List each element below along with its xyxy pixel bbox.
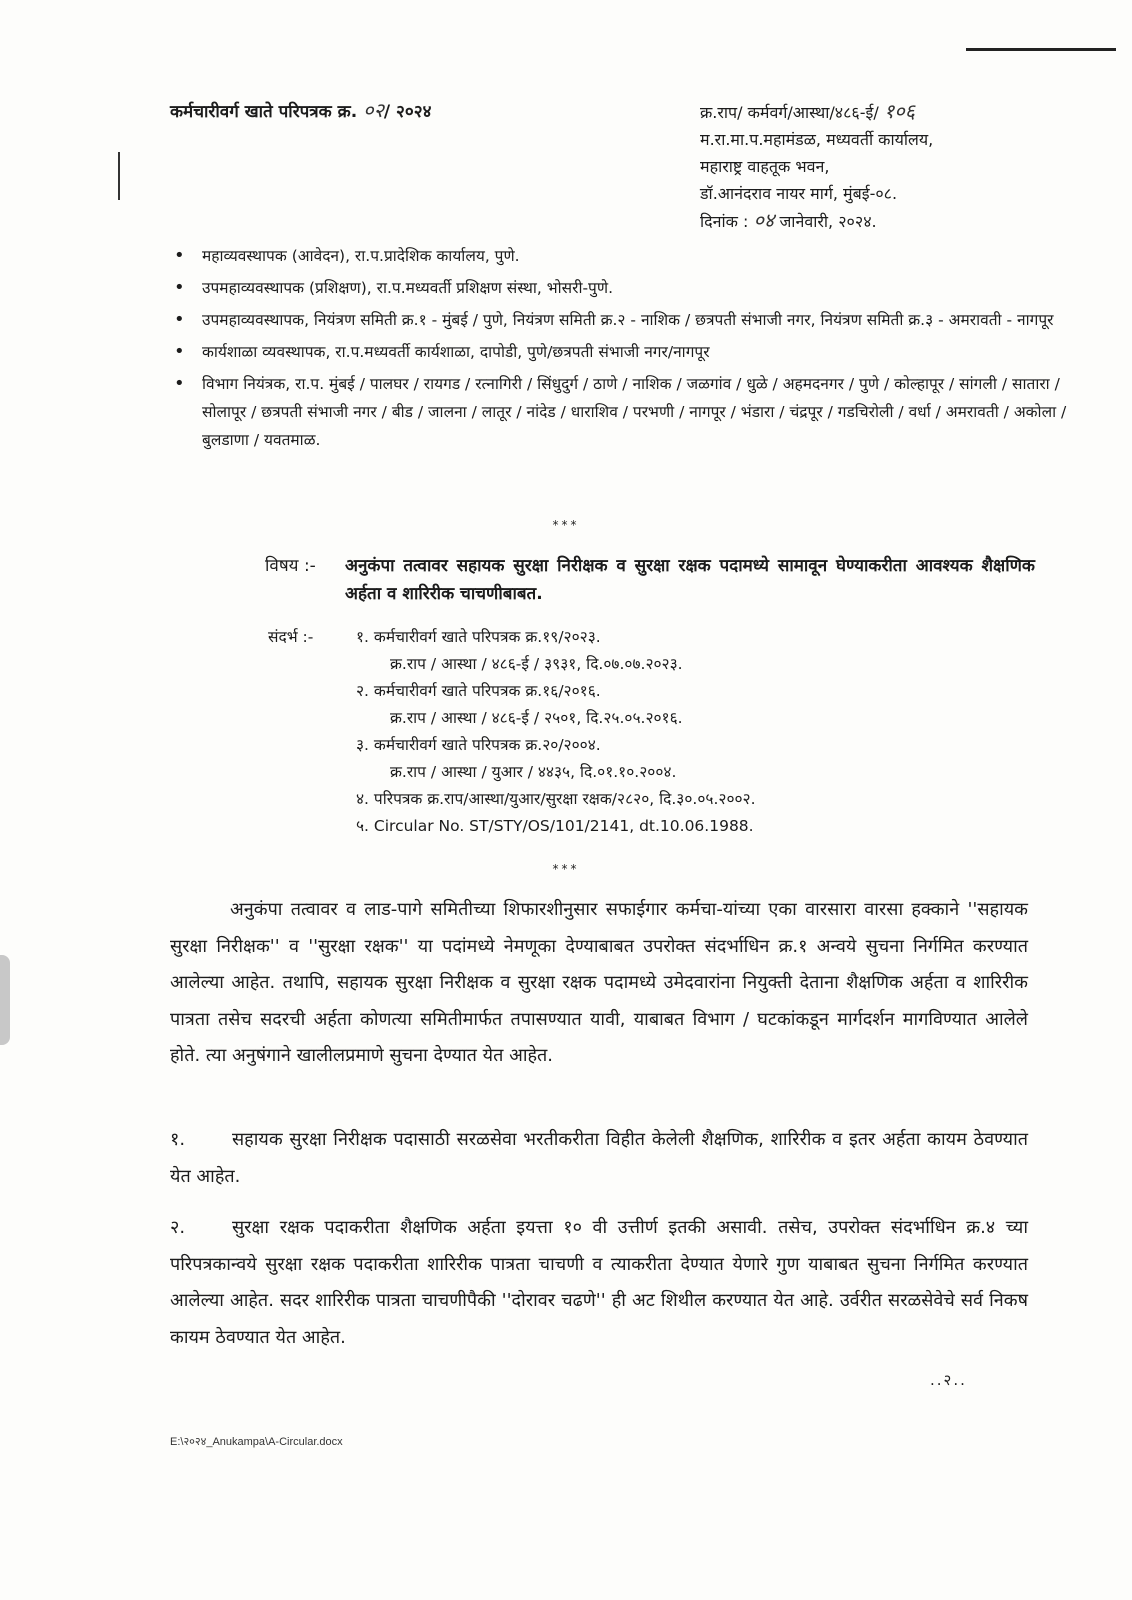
reference-item: ३. कर्मचारीवर्ग खाते परिपत्रक क्र.२०/२००४. <box>356 736 601 754</box>
recipient-item: • उपमहाव्यवस्थापक (प्रशिक्षण), रा.प.मध्यवर्ती प्रशिक्षण संस्था, भोसरी-पुणे. <box>168 274 1068 302</box>
point-1-text: सहायक सुरक्षा निरीक्षक पदासाठी सरळसेवा भरतीकरीता विहीत केलेली शैक्षणिक, शारिरीक व इतर अर्हता कायम ठेवण्यात येत आहेत. <box>170 1129 1028 1187</box>
circular-number-handwritten: ०२ <box>363 98 384 122</box>
recipient-item: • विभाग नियंत्रक, रा.प. मुंबई / पालघर / रायगड / रत्नागिरी / सिंधुदुर्ग / ठाणे / नाशिक / जळगांव / धुळे / अहमदनगर / पुणे / कोल्हापूर / सांगली / सातारा / सोलापूर / छत्रपती संभाजी नगर / बीड / जालना / लातूर / नांदेड / धाराशिव / परभणी / नागपूर / भंडारा / चंद्रपूर / गडचिरोली / वर्धा / अमरावती / अकोला / बुलडाणा / यवतमाळ. <box>168 370 1068 454</box>
date-label: दिनांक : <box>700 212 749 231</box>
circular-title <box>170 96 431 123</box>
point-2 <box>170 1210 1028 1356</box>
issue-date <box>700 207 1100 235</box>
point-1-number: १. <box>170 1129 186 1150</box>
date-day-handwritten: ०४ <box>753 208 775 232</box>
point-2-number: २. <box>170 1217 186 1238</box>
reference-item: २. कर्मचारीवर्ग खाते परिपत्रक क्र.१६/२०१६. <box>356 682 601 700</box>
reference-number-handwritten: १०६ <box>883 99 916 123</box>
recipient-item: • उपमहाव्यवस्थापक, नियंत्रण समिती क्र.१ - मुंबई / पुणे, नियंत्रण समिती क्र.२ - नाशिक / छत्रपती संभाजी नगर, नियंत्रण समिती क्र.३ - अमरावती - नागपूर <box>168 306 1068 334</box>
reference-detail: क्र.राप / आस्था / युआर / ४४३५, दि.०१.१०.२००४. <box>390 763 677 781</box>
reference-number-line <box>700 98 1100 126</box>
subject-label: विषय :- <box>265 556 316 576</box>
point-1 <box>170 1122 1028 1195</box>
reference-item: १. कर्मचारीवर्ग खाते परिपत्रक क्र.१९/२०२३. <box>356 628 601 646</box>
references-label: संदर्भ :- <box>268 628 314 646</box>
recipient-item: • कार्यशाळा व्यवस्थापक, रा.प.मध्यवर्ती कार्यशाळा, दापोडी, पुणे/छत्रपती संभाजी नगर/नागपूर <box>168 338 1068 366</box>
scan-edge-shadow <box>0 955 10 1045</box>
references-block <box>268 624 1048 840</box>
recipient-item: • महाव्यवस्थापक (आवेदन), रा.प.प्रादेशिक कार्यालय, पुणे. <box>168 242 1068 270</box>
subject-text: अनुकंपा तत्वावर सहायक सुरक्षा निरीक्षक व सुरक्षा रक्षक पदामध्ये सामावून घेण्याकरीता आवश्यक शैक्षणिक अर्हता व शारिरीक चाचणीबाबत. <box>345 556 1035 604</box>
scan-edge-line <box>966 48 1116 51</box>
continued-marker: ..२.. <box>930 1371 967 1389</box>
separator-stars: *** <box>552 518 580 532</box>
issuer-building: महाराष्ट्र वाहतूक भवन, <box>700 157 830 176</box>
intro-text: अनुकंपा तत्वावर व लाड-पागे समितीच्या शिफारशीनुसार सफाईगार कर्मचा-यांच्या एका वारसारा वारसा हक्काने ''सहायक सुरक्षा निरीक्षक'' व ''सुरक्षा रक्षक'' या पदांमध्ये नेमणूका देण्याबाबत उपरोक्त संदर्भाधिन क्र.१ अन्वये सुचना निर्गमित करण्यात आलेल्या आहेत. तथापि, सहायक सुरक्षा निरीक्षक व सुरक्षा रक्षक पदामध्ये उमेदवारांना नियुक्ती देताना शैक्षणिक अर्हता व शारिरीक पात्रता तसेच सदरची अर्हता कोणत्या समितीमार्फत तपासण्यात यावी, याबाबत विभाग / घटकांकडून मार्गदर्शन मागविण्यात आलेले होते. त्या अनुषंगाने खालीलप्रमाणे सुचना देण्यात येत आहेत. <box>170 899 1028 1066</box>
reference-detail: क्र.राप / आस्था / ४८६-ई / ३९३१, दि.०७.०७.२०२३. <box>390 655 683 673</box>
reference-item: ४. परिपत्रक क्र.राप/आस्था/युआर/सुरक्षा रक्षक/२८२०, दि.३०.०५.२००२. <box>356 790 756 808</box>
reference-detail: क्र.राप / आस्था / ४८६-ई / २५०१, दि.२५.०५.२०१६. <box>390 709 683 727</box>
margin-mark <box>118 152 120 200</box>
issuer-block <box>700 98 1100 235</box>
date-rest: जानेवारी, २०२४. <box>779 212 877 231</box>
subject-block <box>265 552 1035 608</box>
issuer-org: म.रा.मा.प.महामंडळ, मध्यवर्ती कार्यालय, <box>700 130 934 149</box>
footer-file-path: E:\२०२४_Anukampa\A-Circular.docx <box>170 1436 343 1448</box>
intro-paragraph <box>170 892 1028 1075</box>
issuer-address: डॉ.आनंदराव नायर मार्ग, मुंबई-०८. <box>700 184 898 203</box>
reference-item: ५. Circular No. ST/STY/OS/101/2141, dt.10.06.1988. <box>356 817 754 835</box>
separator-stars: *** <box>552 862 580 876</box>
circular-label: कर्मचारीवर्ग खाते परिपत्रक क्र. <box>170 102 358 122</box>
references-list <box>356 624 756 840</box>
circular-year: / २०२४ <box>383 102 432 122</box>
recipient-list <box>168 242 1068 458</box>
reference-number: क्र.राप/ कर्मवर्ग/आस्था/४८६-ई/ <box>700 103 879 122</box>
point-2-text: सुरक्षा रक्षक पदाकरीता शैक्षणिक अर्हता इयत्ता १० वी उत्तीर्ण इतकी असावी. तसेच, उपरोक्त संदर्भाधिन क्र.४ च्या परिपत्रकान्वये सुरक्षा रक्षक पदाकरीता शारिरीक पात्रता चाचणी व त्याकरीता देण्यात येणारे गुण याबाबत सुचना निर्गमित करण्यात आलेल्या आहेत. सदर शारिरीक पात्रता चाचणीपैकी ''दोरावर चढणे'' ही अट शिथील करण्यात येत आहे. उर्वरीत सरळसेवेचे सर्व निकष कायम ठेवण्यात येत आहेत. <box>170 1217 1028 1348</box>
